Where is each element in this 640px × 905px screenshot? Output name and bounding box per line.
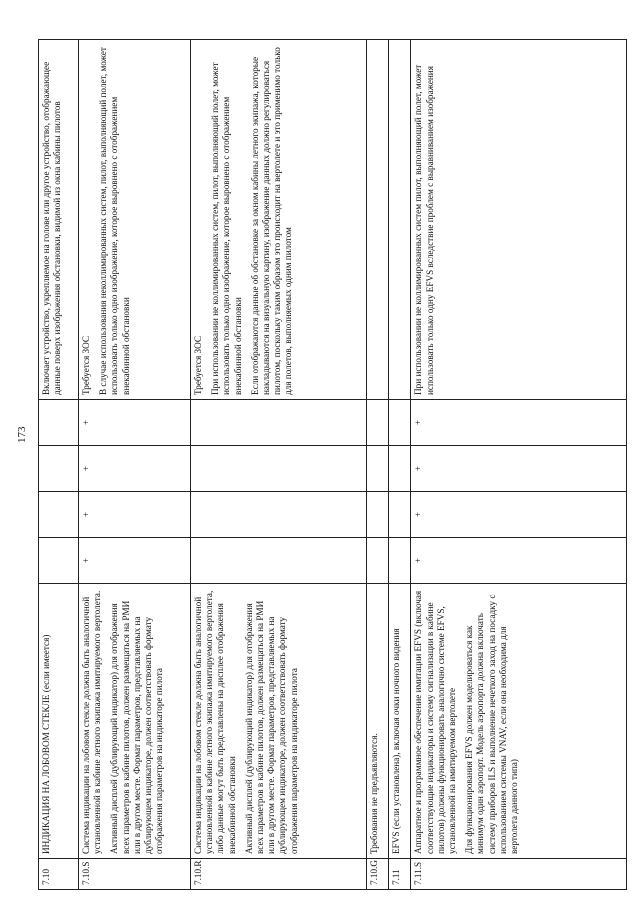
- level-mark: [191, 400, 367, 446]
- level-mark: [389, 538, 411, 584]
- requirement-text: Активный дисплей (дублирующий индикатор) для отображения всех параметров в кабине пилотов, должен размещаться на РМИ или в другом месте. Формат параметров, представляемых на дублирующем индикаторе, должен соответствовать формату отображения параметров на индикаторе пилота: [109, 600, 165, 854]
- requirement-cell: [79, 584, 191, 859]
- table-row: [367, 40, 389, 890]
- notes-cell: [79, 40, 191, 400]
- level-mark: [367, 538, 389, 584]
- level-mark: +: [411, 538, 627, 584]
- level-mark: +: [79, 446, 191, 492]
- note-text: В случае использования неколлимированных систем, пилот, выполняющий полет, может использовать только одно изображение, которое выровнено с отображением внекабинной обстановки: [98, 47, 131, 395]
- requirement-cell: [411, 584, 627, 859]
- notes-cell: [39, 40, 79, 400]
- requirement-text: ИНДИКАЦИЯ НА ЛОБОВОМ СТЕКЛЕ (если имеется): [41, 634, 51, 854]
- table-row: [389, 40, 411, 890]
- level-mark: [191, 538, 367, 584]
- requirement-text: Система индикации на лобовом стекле должна быть аналогичной установленной в кабине летного экипажа имитируемого вертолета.: [81, 590, 103, 854]
- row-number: 7.10.G: [367, 859, 389, 890]
- table-row: [39, 40, 79, 890]
- level-mark: [389, 400, 411, 446]
- requirement-text: Для функционирования EFVS должен моделироваться как минимум один аэропорт. Модель аэропорта должна включать систему приборов ILS и выполнение нечеткого заход на посадку с использованием системы VNAV, если она необходима для вертолета данного типа): [464, 594, 520, 854]
- row-number: 7.10.S: [79, 859, 191, 890]
- level-mark: +: [411, 446, 627, 492]
- level-mark: [389, 492, 411, 538]
- level-mark: [367, 400, 389, 446]
- level-mark: +: [411, 400, 627, 446]
- notes-cell: [411, 40, 627, 400]
- table-row: [411, 40, 627, 890]
- level-mark: [191, 492, 367, 538]
- level-mark: [39, 492, 79, 538]
- note-text: При использовании не коллимированных систем, пилот, выполняющий полет, может использовать только одно изображение, которое выровнено с отображением внекабинной обстановки: [210, 62, 243, 395]
- level-mark: [367, 446, 389, 492]
- row-number: 7.10.R: [191, 859, 367, 890]
- level-mark: +: [411, 492, 627, 538]
- requirements-table: [38, 39, 627, 890]
- table-row: [79, 40, 191, 890]
- level-mark: +: [79, 538, 191, 584]
- note-text: При использовании не коллимированных систем пилот, выполняющий полет, может использовать только одну EFVS вследствие проблем с выравниванием изображения: [413, 64, 435, 395]
- page-number: 173: [16, 426, 28, 443]
- level-mark: +: [79, 400, 191, 446]
- level-mark: [39, 400, 79, 446]
- requirement-text: Система индикации на лобовом стекле должна быть аналогичной установленной в кабине летного экипажа имитируемого вертолета, либо данные могут быть представлены на дисплее отображения внекабинной обстановки: [193, 590, 237, 854]
- requirement-cell: [389, 584, 411, 859]
- row-number: 7.10: [39, 859, 79, 890]
- row-number: 7.11.S: [411, 859, 627, 890]
- note-text: Требуется ЗОС: [81, 335, 91, 395]
- requirement-cell: [39, 584, 79, 859]
- level-mark: [39, 538, 79, 584]
- level-mark: [39, 446, 79, 492]
- level-mark: [389, 446, 411, 492]
- row-number: 7.11: [389, 859, 411, 890]
- note-text: Включает устройство, укрепляемое на голове или другое устройство, отображающее данные поверх изображения обстановки, видимой из окна кабины пилотов: [41, 61, 63, 395]
- level-mark: [191, 446, 367, 492]
- table-row: [191, 40, 367, 890]
- notes-cell: [191, 40, 367, 400]
- note-text: Если отображаются данные об обстановке за окном кабины летного экипажа, которые накладываются на визуальную картину, изображение данных должно регулироваться пилотом, поскольку таким образом это происходит на вертолете и это применимо только для полетов, выполняемых одним пилотом: [249, 47, 294, 395]
- note-text: Требуется ЗОС: [193, 335, 203, 395]
- requirement-text: Аппаратное и программное обеспечение имитации EFVS (включая соответствующие индикаторы и систему сигнализации в кабине пилотов) должны функционировать аналогично системе EFVS, установленной на имитируемом вертолете: [413, 590, 458, 854]
- notes-cell: [367, 40, 389, 400]
- requirement-cell: [367, 584, 389, 859]
- level-mark: [367, 492, 389, 538]
- notes-cell: [389, 40, 411, 400]
- requirement-text: Требования не предъявляются.: [369, 733, 379, 854]
- requirement-text: Активный дисплей (дублирующий индикатор) для отображения всех параметров в кабине пилотов, должен размещаться на РМИ или в другом месте. Формат параметров, представляемых на дублирующем индикаторе, должен соответствовать формату отображения параметров на индикаторе пилота: [243, 600, 299, 854]
- requirement-text: EFVS (если установлена), включая очки ночного видения: [391, 628, 402, 854]
- level-mark: +: [79, 492, 191, 538]
- requirement-cell: [191, 584, 367, 859]
- rotated-page: [38, 40, 618, 890]
